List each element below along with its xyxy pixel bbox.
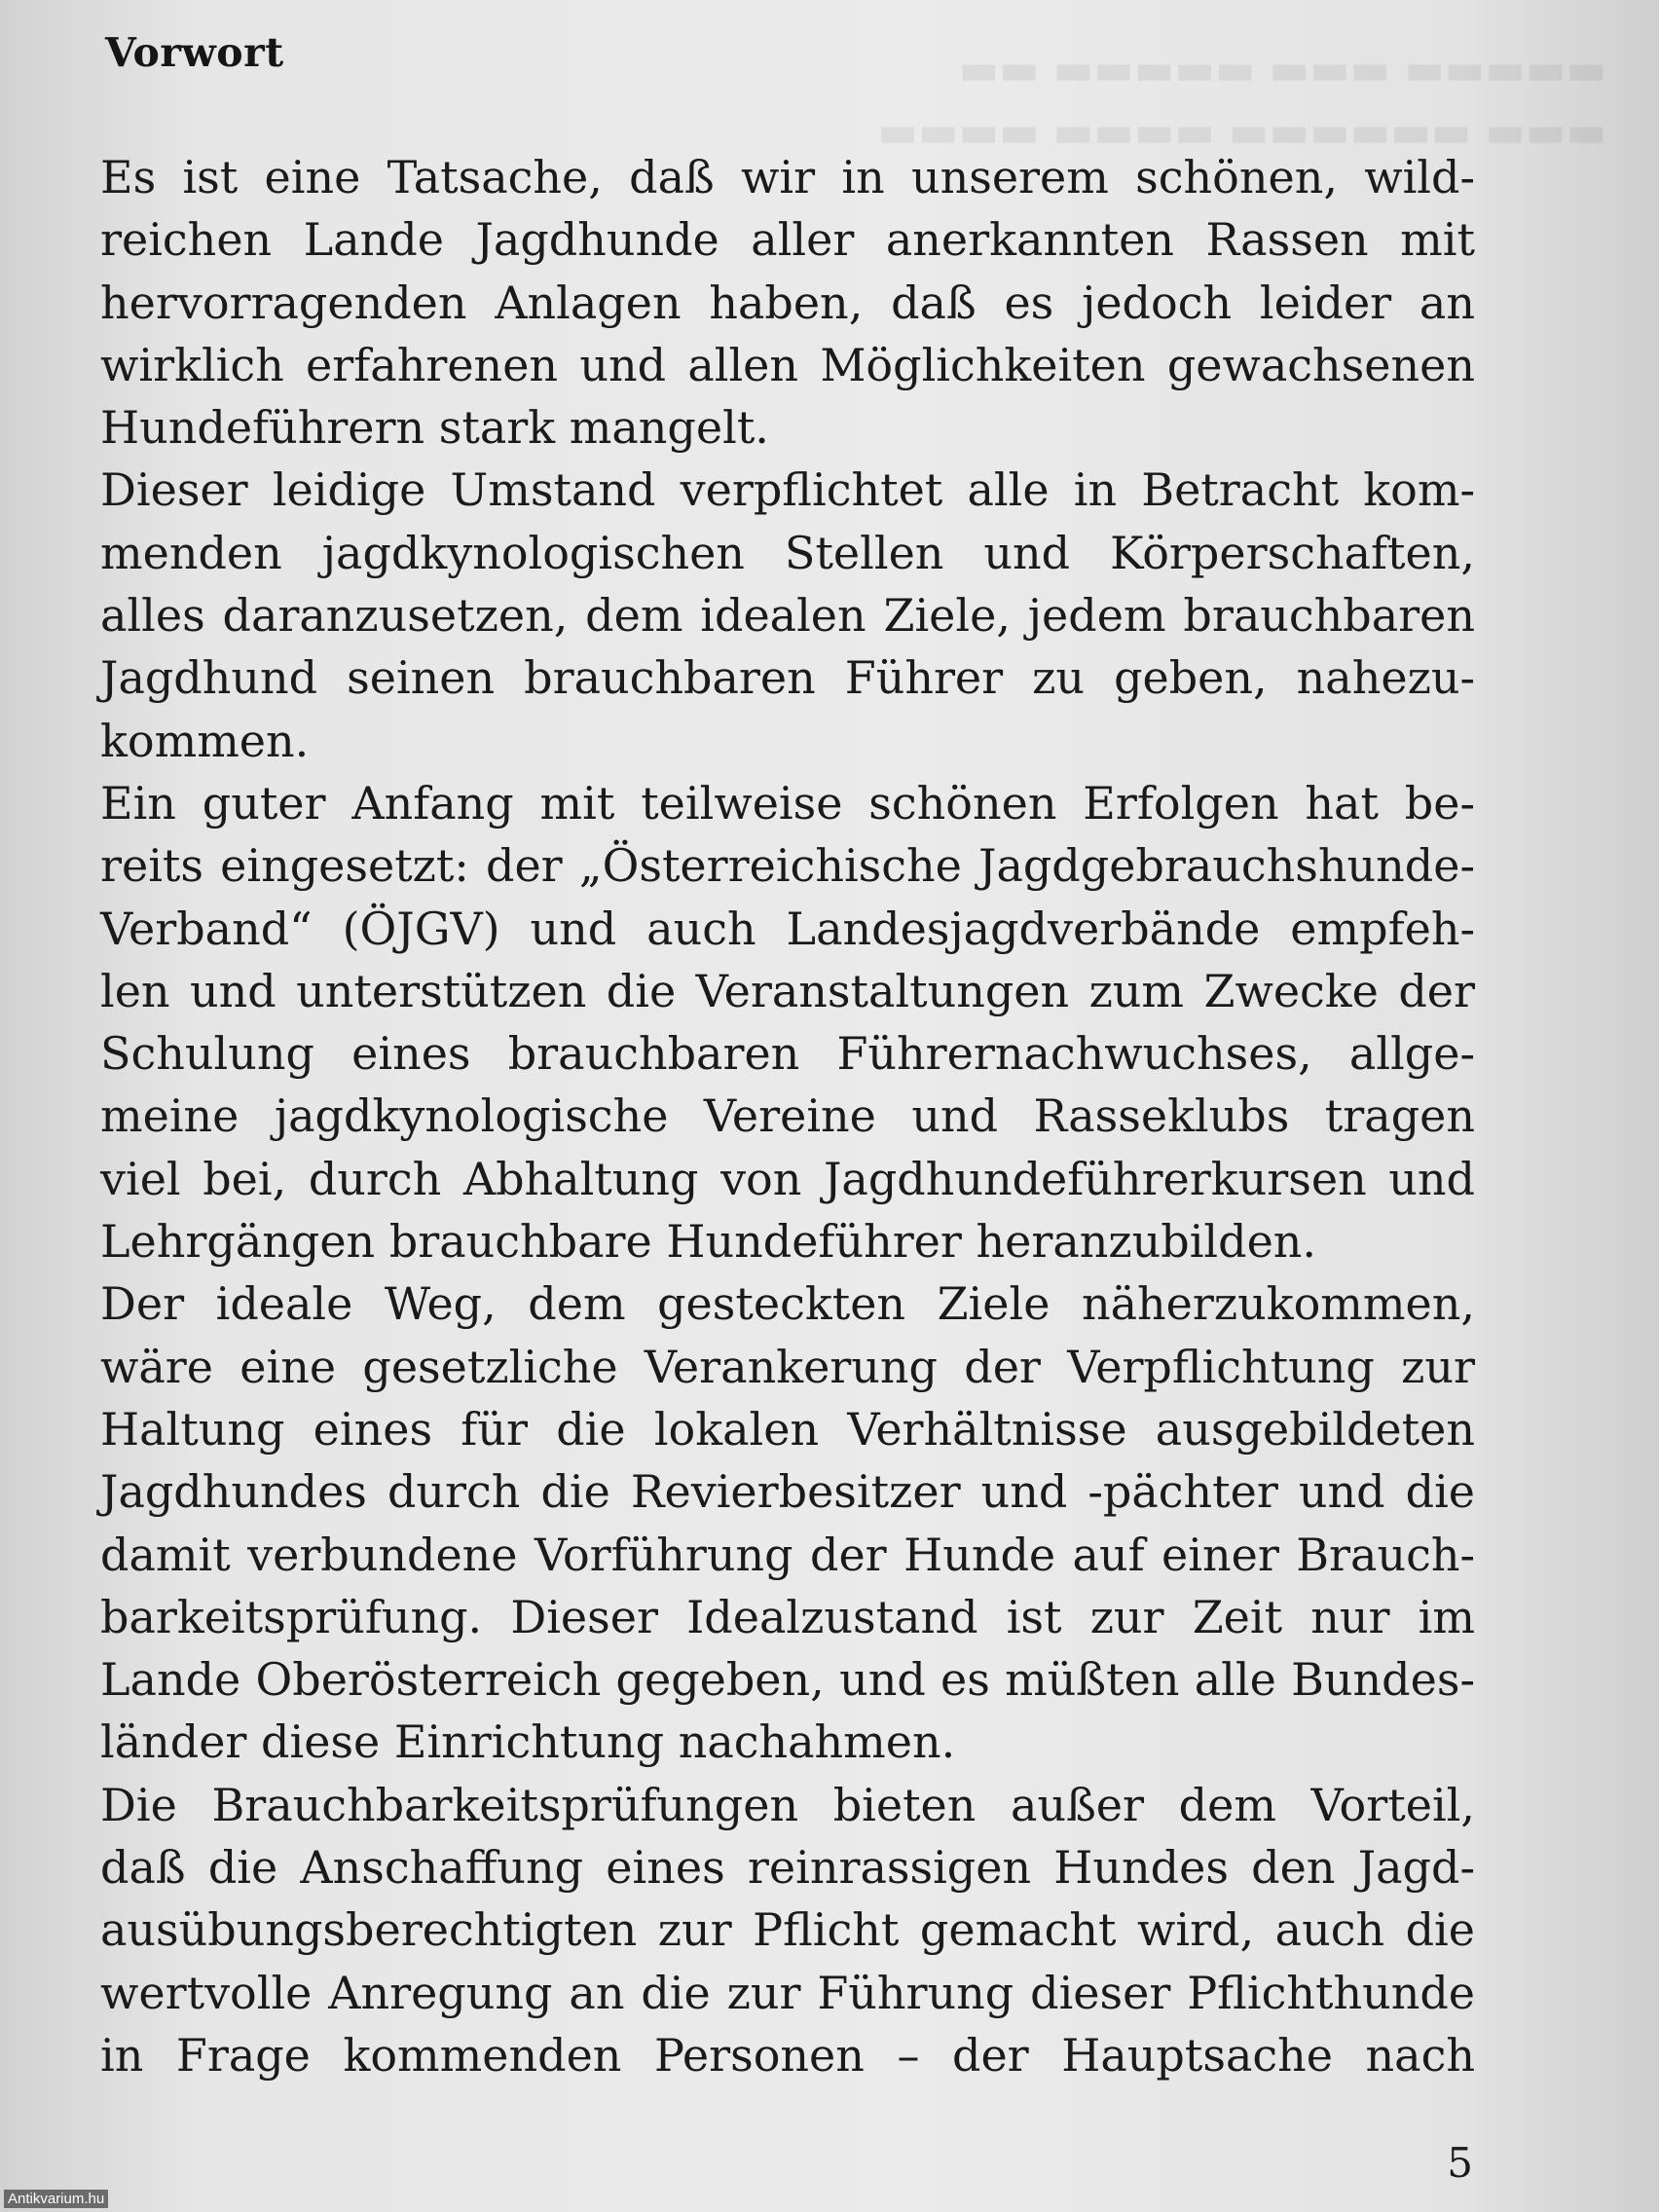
page-number: 5	[1447, 2139, 1473, 2187]
text-line: hervorragenden Anlagen haben, daß es jedoch leider an	[100, 276, 1475, 329]
watermark: Antikvarium.hu	[4, 2190, 108, 2208]
body-text	[100, 146, 1475, 2086]
text-line: Es ist eine Tatsache, daß wir in unserem schönen, wild-	[100, 151, 1475, 203]
text-line: Die Brauchbarkeitsprüfungen bieten außer dem Vorteil,	[100, 1778, 1475, 1831]
text-line: wäre eine gesetzliche Verankerung der Verpflichtung zur	[100, 1340, 1475, 1393]
text-line: Lande Oberösterreich gegeben, und es müßten alle Bundes-	[100, 1653, 1475, 1707]
text-line: meine jagdkynologische Vereine und Rasseklubs tragen	[100, 1089, 1475, 1143]
text-line: len und unterstützen die Veranstaltungen zum Zwecke der	[100, 964, 1475, 1017]
text-line: Ein guter Anfang mit teilweise schönen Erfolgen hat be-	[100, 776, 1475, 830]
text-line: viel bei, durch Abhaltung von Jagdhundeführerkursen und	[100, 1152, 1475, 1205]
text-line: länder diese Einrichtung nachahmen.	[100, 1715, 956, 1769]
text-line: Haltung eines für die lokalen Verhältnisse ausgebildeten	[100, 1402, 1475, 1456]
text-line: damit verbundene Vorführung der Hunde auf einer Brauch-	[100, 1528, 1475, 1581]
text-line: Hundeführern stark mangelt.	[100, 401, 769, 455]
paragraph	[100, 1774, 1475, 2086]
text-line: Der ideale Weg, dem gesteckten Ziele näherzukommen,	[100, 1277, 1475, 1331]
text-line: Jagdhundes durch die Revierbesitzer und -pächter und die	[100, 1465, 1475, 1519]
text-line: alles daranzusetzen, dem idealen Ziele, jedem brauchbaren	[100, 589, 1475, 643]
text-line: daß die Anschaffung eines reinrassigen Hundes den Jagd-	[100, 1841, 1475, 1895]
paragraph	[100, 146, 1475, 459]
text-line: barkeitsprüfung. Dieser Idealzustand ist zur Zeit nur im	[100, 1590, 1475, 1643]
text-line: Verband“ (ÖJGV) und auch Landesjagdverbände empfeh-	[100, 902, 1475, 955]
text-line: wirklich erfahrenen und allen Möglichkeiten gewachsenen	[100, 338, 1475, 391]
page-heading: Vorwort	[105, 29, 284, 76]
text-line: in Frage kommenden Personen – der Hauptsache nach	[100, 2028, 1475, 2082]
text-line: ausübungsberechtigten zur Pflicht gemacht wird, auch die	[100, 1903, 1475, 1957]
text-line: reichen Lande Jagdhunde aller anerkannten Rassen mit	[100, 213, 1475, 267]
paragraph	[100, 1272, 1475, 1773]
paragraph	[100, 772, 1475, 1272]
text-line: Lehrgängen brauchbare Hundeführer heranzubilden.	[100, 1215, 1317, 1269]
text-line: Jagdhund seinen brauchbaren Führer zu geben, nahezu-	[100, 651, 1475, 705]
bleed-through-shadow: ▬▬▬▬▬ ▬▬▬ ▬▬▬▬▬ ▬▬ ▬▬▬ ▬▬▬▬▬▬ ▬▬▬▬ ▬▬▬▬	[877, 45, 1606, 157]
text-line: Schulung eines brauchbaren Führernachwuchses, allge-	[100, 1027, 1475, 1081]
text-line: kommen.	[100, 714, 310, 767]
text-line: wertvolle Anregung an die zur Führung dieser Pflichthunde	[100, 1966, 1475, 2019]
text-line: menden jagdkynologischen Stellen und Körperschaften,	[100, 526, 1475, 579]
text-line: reits eingesetzt: der „Österreichische Jagdgebrauchshunde-	[100, 839, 1475, 893]
paragraph	[100, 459, 1475, 771]
text-line: Dieser leidige Umstand verpflichtet alle in Betracht kom-	[100, 463, 1475, 517]
